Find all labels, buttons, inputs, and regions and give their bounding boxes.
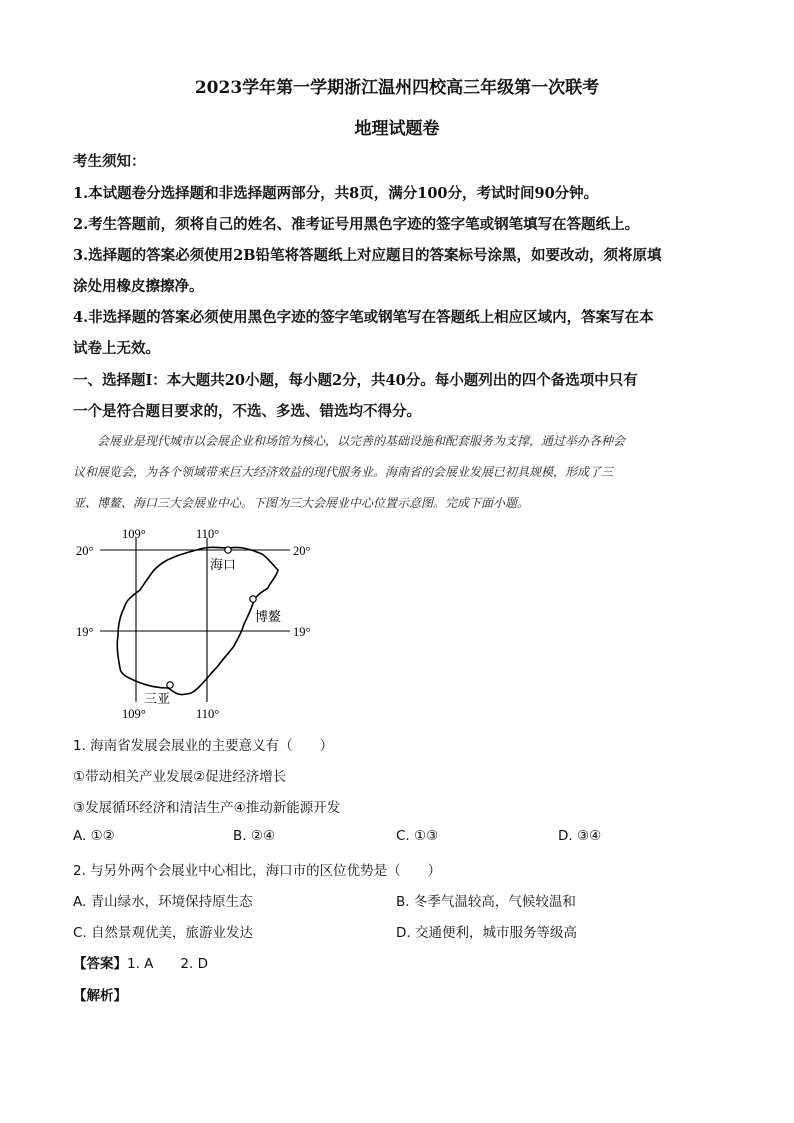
answer-label: 【答案】: [73, 956, 127, 972]
notice-item: 2.考生答题前，须将自己的姓名、准考证号用黑色字迹的签字笔或钢笔填写在答题纸上。: [73, 216, 640, 233]
question-stem: 1. 海南省发展会展业的主要意义有（ ）: [73, 738, 334, 754]
hainan-map: [72, 522, 332, 724]
option-b: B. ②④: [233, 828, 276, 844]
lat-label-20-left: 20°: [76, 544, 94, 558]
passage-line: 亚、博鳌、海口三大会展业中心。下图为三大会展业中心位置示意图。完成下面小题。: [73, 496, 530, 510]
lon-label-109-bottom: 109°: [122, 707, 146, 721]
passage-line: 议和展览会，为各个领域带来巨大经济效益的现代服务业。海南省的会展业发展已初具规模，形成了三: [73, 465, 614, 479]
hainan-island-outline: [117, 547, 278, 694]
notice-item: 3.选择题的答案必须使用2B铅笔将答题纸上对应题目的答案标号涂黑，如要改动，须将原填: [73, 247, 662, 264]
page-title: 2023学年第一学期浙江温州四校高三年级第一次联考: [194, 78, 600, 98]
lon-label-110-top: 110°: [196, 527, 220, 541]
lat-label-19-left: 19°: [76, 625, 94, 639]
option-b: B. 冬季气温较高，气候较温和: [396, 894, 576, 910]
haikou-marker: [225, 547, 231, 553]
option-d: D. ③④: [558, 828, 602, 844]
option-c: C. 自然景观优美，旅游业发达: [73, 925, 254, 941]
city-label-boao: 博鳌: [255, 609, 282, 624]
answer-line: [73, 952, 208, 972]
option-a: A. ①②: [73, 828, 115, 844]
option-d: D. 交通便利，城市服务等级高: [396, 925, 577, 941]
city-label-haikou: 海口: [210, 557, 237, 572]
lon-label-110-bottom: 110°: [196, 707, 220, 721]
notice-item: 涂处用橡皮擦擦净。: [73, 278, 204, 295]
section-heading: 一个是符合题目要求的，不选、多选、错选均不得分。: [73, 403, 421, 420]
section-heading: 一、选择题Ⅰ：本大题共20小题，每小题2分，共40分。每小题列出的四个备选项中只有: [73, 372, 638, 389]
question-statement: ③发展循环经济和清洁生产④推动新能源开发: [73, 800, 341, 816]
sanya-marker: [167, 682, 173, 688]
answer-values: 1. A 2. D: [127, 956, 208, 972]
lat-label-20-right: 20°: [293, 544, 311, 558]
analysis-label: 【解析】: [73, 988, 127, 1004]
boao-marker: [250, 596, 256, 602]
notice-item: 试卷上无效。: [73, 340, 160, 357]
page-subtitle: 地理试题卷: [354, 119, 440, 139]
notice-heading: 考生须知：: [73, 153, 146, 170]
city-label-sanya: 三亚: [144, 691, 171, 706]
question-stem: 2. 与另外两个会展业中心相比，海口市的区位优势是（ ）: [73, 863, 442, 879]
question-statement: ①带动相关产业发展②促进经济增长: [73, 769, 287, 785]
notice-item: 4.非选择题的答案必须使用黑色字迹的签字笔或钢笔写在答题纸上相应区域内，答案写在本: [73, 309, 654, 326]
passage-line: 会展业是现代城市以会展企业和场馆为核心，以完善的基础设施和配套服务为支撑，通过举办各种会: [97, 434, 626, 448]
notice-item: 1.本试题卷分选择题和非选择题两部分，共8页，满分100分，考试时间90分钟。: [73, 185, 599, 202]
lat-label-19-right: 19°: [293, 625, 311, 639]
option-c: C. ①③: [396, 828, 439, 844]
option-a: A. 青山绿水，环境保持原生态: [73, 894, 253, 910]
lon-label-109-top: 109°: [122, 527, 146, 541]
